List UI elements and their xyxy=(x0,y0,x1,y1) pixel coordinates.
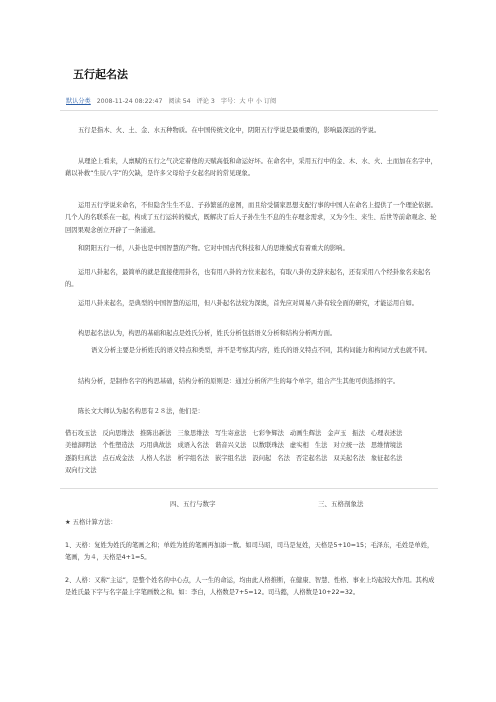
method-item: 振法 xyxy=(352,430,365,437)
paragraph: 陈长文大师认为起名构思有２８法，他们是： xyxy=(78,408,204,415)
section-heading-wuxing-numbers: 四、五行与数字 xyxy=(170,500,216,508)
method-item: 設问起 xyxy=(252,454,272,462)
method-item: 人格人名法 xyxy=(139,454,172,462)
method-item: 反向思维法 xyxy=(102,430,134,437)
paragraph: 运用八卦来起名，是典型的中国智慧的运用，但八卦起名法较为深奥，首先应对周易八卦有较全面的研究，才能运用自如。 xyxy=(78,300,419,307)
method-item: 否定起名法 xyxy=(295,454,328,462)
method-item: 逐韵归真法 xyxy=(65,454,97,462)
article-title: 五行起名法 xyxy=(73,68,128,81)
method-item: 思维情境法 xyxy=(370,442,403,450)
method-item: 对立统一法 xyxy=(333,442,365,450)
method-list xyxy=(65,428,439,477)
method-item: 以数联珠法 xyxy=(252,442,284,450)
paragraph: 五行是指木、火、土、金、水五种物质。在中国传统文化中，阴阳五行学说是最重要的，影响最深远的学说。 xyxy=(78,127,381,134)
method-item: 双关起名法 xyxy=(333,454,365,462)
section-divider xyxy=(60,488,438,489)
method-item: 嵌字组名法 xyxy=(214,454,247,462)
method-item: 析字组名法 xyxy=(177,454,209,462)
paragraph: 运用五行学说来命名，不但隐含生生不息、子孙繁延的意图，而且给受儒家思想支配行事的中国人在命名上提供了一个理论依据。几个人的名联系在一起，构成了五行运转的模式，既解决了后人子孙生生不息的生存理念需求，又为今生、来生、后世等前命观念、轮回因果观念创立开辟了一条通道。 xyxy=(65,202,437,234)
method-item: 美德洞明法 xyxy=(65,442,97,450)
font-size-options[interactable]: 大 中 小 xyxy=(239,98,262,105)
method-item: 双向行文法 xyxy=(65,466,97,474)
method-item: 虚实相 xyxy=(289,442,309,450)
paragraph: 和阴阳五行一样，八卦也是中国智慧的产物。它对中国古代科技和人的思维模式有着重大的影响。 xyxy=(78,245,349,252)
paragraph: 运用八卦起名，最简单的就是直接使用卦名，也有用八卦的方位来起名，有取八卦的爻辞来起名，还有采用八个经卦象名来起名的。 xyxy=(65,269,431,289)
calc-paragraph: 2、人格：又称“主运”，是整个姓名的中心点，人一生的命运，均由此人格推断，在健康、智慧、性格、事业上均起较大作用。其构成是姓氏最下字与名字最上字笔画数之和。如：李白，人格数是7+5=12。司马懿，人格数是10+22=32。 xyxy=(65,577,435,597)
read-count: 阅读 54 xyxy=(168,98,191,105)
method-item: 名法 xyxy=(277,454,290,462)
paragraph: 语义分析主要是分析姓氏的语义特点和类型，并不是考察其内容，姓氏的语义特点不同，其构词能力和构词方式也就不同。 xyxy=(91,347,432,354)
paragraph: 从理论上看来，人禀赋的五行之气决定着他的天赋高低和命运好坏。在命名中，采用五行中的金、木、水、火、土而加在名字中，藉以补救“生辰八字”的欠缺，是许多父母给子女起名时的常见现象。 xyxy=(65,158,437,178)
method-item: 金声玉 xyxy=(327,430,347,437)
method-item: 心理表述法 xyxy=(370,430,403,437)
method-item: 七彩争辉法 xyxy=(252,430,284,437)
paragraph: 结构分析，是制作名字的构思基础，结构分析的原则是：通过分析所产生的每个单字，组合产生其他可供选择的字。 xyxy=(78,378,400,385)
paragraph: 构思起名法认为，构思的基础和起点是姓氏分析，姓氏分析包括语义分析和结构分析两方面。 xyxy=(78,330,337,337)
method-item: 推陈出新法 xyxy=(139,430,172,437)
subscribe-link[interactable]: 订阅 xyxy=(263,98,277,105)
article-meta xyxy=(66,96,276,105)
calc-paragraph: 1、天格：复姓为姓氏的笔画之和；单姓为姓的笔画再加添一数。如司马昭，司马是复姓，天格是5+10=15；毛泽东，毛姓是单姓，笔画，为４，天格是4+1=5。 xyxy=(65,542,434,562)
post-datetime: 2008-11-24 08:22:47 xyxy=(96,98,163,105)
meta-divider xyxy=(60,110,438,111)
method-item: 点石成金法 xyxy=(102,454,134,462)
font-size-label: 字号： xyxy=(220,98,240,105)
comment-count[interactable]: 评论 3 xyxy=(196,98,215,105)
method-item: 巧用典故法 xyxy=(139,442,172,450)
method-item: 写生寄意法 xyxy=(214,430,247,437)
method-item: 个性塑造法 xyxy=(102,442,134,450)
method-item: 象征起名法 xyxy=(370,454,403,462)
section-heading-wuge: 三、五格剖象法 xyxy=(318,500,364,508)
method-item: 成语入名法 xyxy=(177,442,209,450)
method-item: 谐音兴义法 xyxy=(214,442,247,450)
method-item: 三象思维法 xyxy=(177,430,209,437)
calc-heading: ★ 五格计算方法： xyxy=(65,519,117,526)
method-item: 生法 xyxy=(314,442,328,450)
category-link[interactable]: 默认分类 xyxy=(66,98,91,105)
method-item: 借石攻玉法 xyxy=(65,430,97,437)
method-item: 动画生辉法 xyxy=(289,430,322,437)
